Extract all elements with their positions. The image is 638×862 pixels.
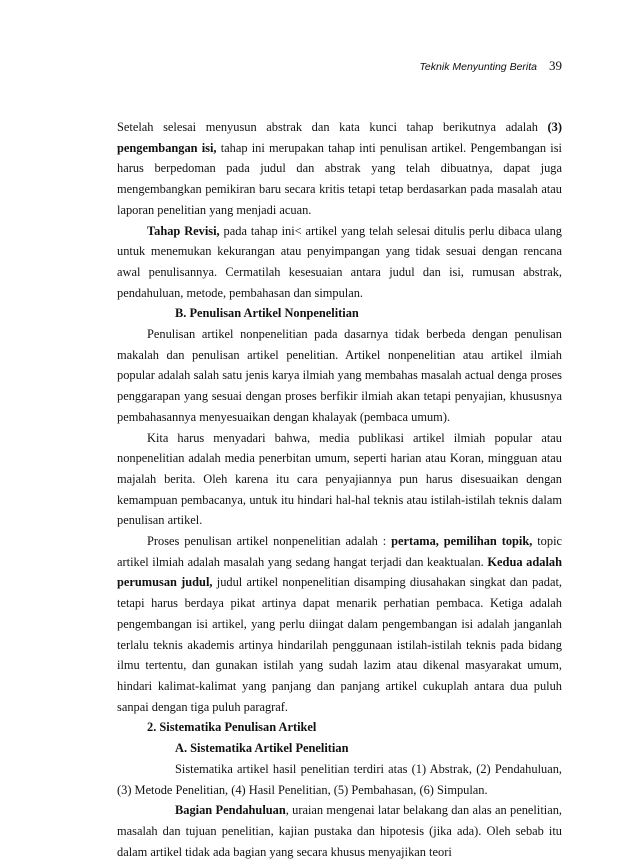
section-heading-a: A. Sistematika Artikel Penelitian (175, 741, 349, 756)
page-number: 39 (549, 58, 562, 73)
paragraph-pengembangan-isi (117, 117, 562, 221)
paragraph-nonpenelitian: Penulisan artikel nonpenelitian pada dasarnya tidak berbeda dengan penulisan makalah dan penulisan artikel penelitian. Artikel nonpenelitian atau artikel ilmiah popular adalah salah satu jenis karya ilmiah yang membahas masalah actual denga proses penggarapan yang sesuai dengan proses berfikir ilmiah akan tetapi penyajian, khususnya pembahasannya menyesuaikan dengan khalayak (pembaca umum). (117, 327, 562, 424)
running-header (419, 58, 562, 74)
bold-run: pertama, pemilihan topik, (391, 534, 533, 549)
section-heading-b: B. Penulisan Artikel Nonpenelitian (175, 306, 359, 321)
text-run: Setelah selesai menyusun abstrak dan kata kunci tahap berikutnya adalah (117, 120, 548, 134)
bold-run: Bagian Pendahuluan (175, 803, 286, 818)
text-run: Proses penulisan artikel nonpenelitian adalah : (147, 534, 392, 549)
bold-run: Tahap Revisi, (147, 223, 220, 238)
section-heading-2: 2. Sistematika Penulisan Artikel (147, 720, 317, 735)
text-run: pada tahap ini< artikel yang telah selesai ditulis perlu dibaca ulang untuk menemukan kekurangan atau penyimpangan yang tidak sesuai dengan rencana awal penulisannya. Cermatilah kesesuaian antara judul dan isi, rumusan abstrak, pendahuluan, metode, pembahasan dan simpulan. (117, 223, 562, 300)
paragraph-proses-penulisan (117, 531, 562, 717)
text-run: tahap ini merupakan tahap inti penulisan artikel. Pengembangan isi harus berpedoman pada judul dan abstrak yang telah dibuatnya, dapat juga mengembangkan pemikiran baru secara kritis tetapi tetap berdasarkan pada masalah atau laporan penelitian yang menjadi acuan. (117, 140, 562, 217)
header-title: Teknik Menyunting Berita (419, 61, 537, 73)
text-run: topic artikel ilmiah adalah masalah yang sedang hangat terjadi dan keaktualan. (117, 534, 563, 569)
bold-run: (3) pengembangan isi, (117, 120, 562, 155)
bold-run: Kedua adalah perumusan judul, (117, 554, 562, 590)
text-run: , uraian mengenai latar belakang dan alas an penelitian, masalah dan tujuan penelitian, kajian pustaka dan hipotesis (jika ada). Oleh sebab itu dalam artikel tidak ada bagian yang secara khusus menyajikan teori (117, 803, 562, 859)
paragraph-sistematika: Sistematika artikel hasil penelitian terdiri atas (1) Abstrak, (2) Pendahuluan, (3) Metode Penelitian, (4) Hasil Penelitian, (5) Pembahasan, (6) Simpulan. (117, 761, 562, 797)
text-run: judul artikel nonpenelitian disamping diusahakan singkat dan padat, tetapi harus berdaya pikat artinya dapat menarik perhatian pembaca. Ketiga adalah pengembangan isi artikel, yang perlu diingat dalam pengembangan isi adalah janganlah terlalu teknis akademis artinya hindarilah penggunaan istilah-istilah teknis pada bidang ilmu tertentu, dan gunakan istilah yang sudah lazim atau dikenal masyarakat umum, hindari kalimat-kalimat yang panjang dan panjang artikel cukuplah antara dua puluh sanpai dengan tiga puluh paragraf. (117, 575, 562, 714)
paragraph-tahap-revisi (117, 221, 562, 304)
paragraph-media-publikasi: Kita harus menyadari bahwa, media publikasi artikel ilmiah popular atau nonpenelitian adalah media penerbitan umum, seperti harian atau Koran, mingguan atau majalah berita. Oleh karena itu cara penyajiannya pun harus disesuaikan dengan kemampuan pembacanya, untuk itu hindari hal-hal teknis atau istilah-istilah teknis dalam penulisan artikel. (117, 430, 562, 528)
body-text (117, 117, 562, 862)
paragraph-pendahuluan (117, 800, 562, 862)
